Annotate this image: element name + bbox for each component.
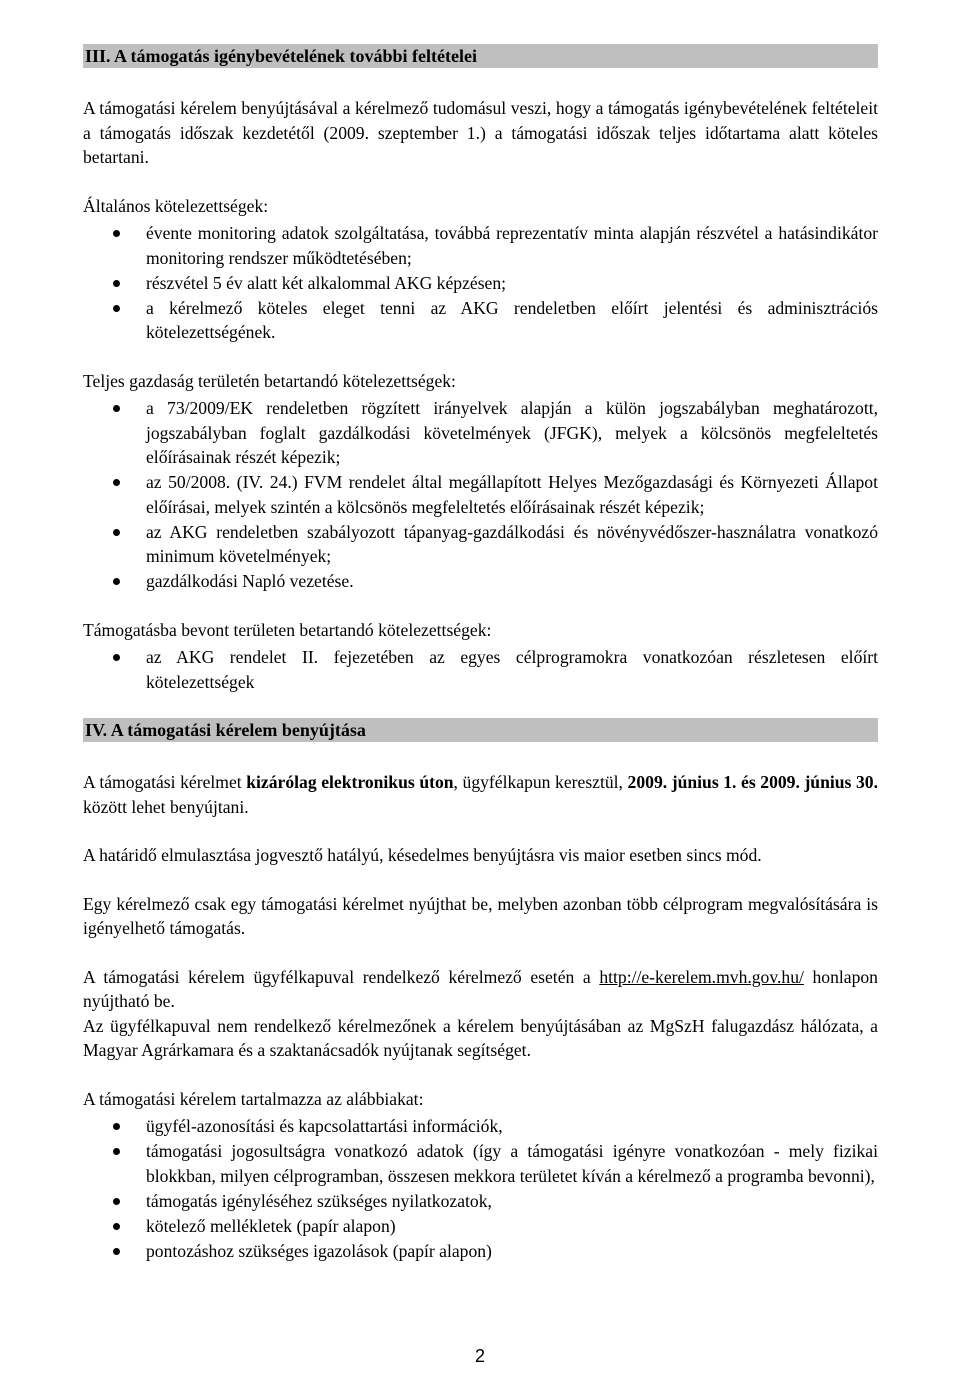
electronic-only-emphasis: kizárólag elektronikus úton xyxy=(246,772,454,792)
whole-farm-obligations-label: Teljes gazdaság területén betartandó kötelezettségek: xyxy=(83,370,456,391)
bullet-icon xyxy=(113,1223,120,1230)
bullet-icon xyxy=(113,529,120,536)
bullet-icon xyxy=(113,1248,120,1255)
bullet-icon xyxy=(113,405,120,412)
section-3-heading: III. A támogatás igénybevételének további feltételei xyxy=(83,44,878,68)
list-item: pontozáshoz szükséges igazolások (papír alapon) xyxy=(83,1239,878,1264)
application-contents-list xyxy=(83,1114,878,1263)
bullet-icon xyxy=(113,1198,120,1205)
bullet-icon xyxy=(113,479,120,486)
list-item: támogatás igényléséhez szükséges nyilatkozatok, xyxy=(83,1189,878,1214)
supported-area-obligations-list xyxy=(83,645,878,694)
bullet-icon xyxy=(113,1148,120,1155)
bullet-icon xyxy=(113,1123,120,1130)
list-item: évente monitoring adatok szolgáltatása, továbbá reprezentatív minta alapján részvétel a hatásindikátor monitoring rendszer működtetésében; xyxy=(83,221,878,270)
bullet-icon xyxy=(113,305,120,312)
list-item: ügyfél-azonosítási és kapcsolattartási információk, xyxy=(83,1114,878,1139)
bullet-icon xyxy=(113,280,120,287)
bullet-icon xyxy=(113,230,120,237)
list-item: az AKG rendeletben szabályozott tápanyag-gazdálkodási és növényvédőszer-használatra vonatkozó minimum követelmények; xyxy=(83,520,878,569)
submission-deadline-paragraph: A támogatási kérelmet kizárólag elektronikus úton, ügyfélkapun keresztül, 2009. június 1. és 2009. június 30. között lehet benyújtani. xyxy=(83,772,878,817)
list-item: a kérelmező köteles eleget tenni az AKG rendeletben előírt jelentési és adminisztrációs kötelezettségének. xyxy=(83,296,878,345)
deadline-consequence-paragraph: A határidő elmulasztása jogvesztő hatályú, késedelmes benyújtásra vis maior esetben sincs mód. xyxy=(83,845,762,865)
whole-farm-obligations-list xyxy=(83,396,878,594)
list-item: gazdálkodási Napló vezetése. xyxy=(83,569,878,594)
list-item: kötelező mellékletek (papír alapon) xyxy=(83,1214,878,1239)
online-submission-paragraph: A támogatási kérelem ügyfélkapuval rendelkező kérelmező esetén a http://e-kerelem.mvh.gov.hu/ honlapon nyújtható be. xyxy=(83,966,878,1011)
page-number: 2 xyxy=(474,1346,485,1366)
single-application-paragraph: Egy kérelmező csak egy támogatási kérelmet nyújthat be, melyben azonban több célprogram megvalósítására is igényelhető támogatás. xyxy=(83,893,878,938)
document-page xyxy=(83,44,878,1287)
e-kerelem-link[interactable]: http://e-kerelem.mvh.gov.hu/ xyxy=(599,966,804,987)
section-4-heading: IV. A támogatási kérelem benyújtása xyxy=(83,718,878,742)
list-item: a 73/2009/EK rendeletben rögzített irányelvek alapján a külön jogszabályban meghatározott, jogszabályban foglalt gazdálkodási követelmények (JFGK), melyek a kölcsönös megfeleltetés előírásainak részét képezik; xyxy=(83,396,878,470)
application-contents-label: A támogatási kérelem tartalmazza az alábbiakat: xyxy=(83,1088,424,1109)
bullet-icon xyxy=(113,654,120,661)
list-item: az AKG rendelet II. fejezetében az egyes célprogramokra vonatkozóan részletesen előírt kötelezettségek xyxy=(83,645,878,694)
list-item: az 50/2008. (IV. 24.) FVM rendelet által megállapított Helyes Mezőgazdasági és Környezeti Állapot előírásai, melyek szintén a kölcsönös megfeleltetés előírásainak részét képezik; xyxy=(83,470,878,519)
general-obligations-list xyxy=(83,221,878,345)
list-item: támogatási jogosultságra vonatkozó adatok (így a támogatási igényre vonatkozóan - mely fizikai blokkban, milyen célprogramban, összesen mekkora területet kíván a kérelmező a programba bevonni), xyxy=(83,1139,878,1188)
assistance-paragraph: Az ügyfélkapuval nem rendelkező kérelmezőnek a kérelem benyújtásában az MgSzH falugazdász hálózata, a Magyar Agrárkamara és a szaktanácsadók nyújtanak segítséget. xyxy=(83,1015,878,1060)
bullet-icon xyxy=(113,578,120,585)
list-item: részvétel 5 év alatt két alkalommal AKG képzésen; xyxy=(83,271,878,296)
section-3-intro: A támogatási kérelem benyújtásával a kérelmező tudomásul veszi, hogy a támogatás igénybevételének feltételeit a támogatás időszak kezdetétől (2009. szeptember 1.) a támogatási időszak teljes időtartama alatt köteles betartani. xyxy=(83,98,878,167)
date-range-emphasis: 2009. június 1. és 2009. június 30. xyxy=(627,772,878,792)
general-obligations-label: Általános kötelezettségek: xyxy=(83,195,269,216)
supported-area-obligations-label: Támogatásba bevont területen betartandó kötelezettségek: xyxy=(83,619,492,640)
